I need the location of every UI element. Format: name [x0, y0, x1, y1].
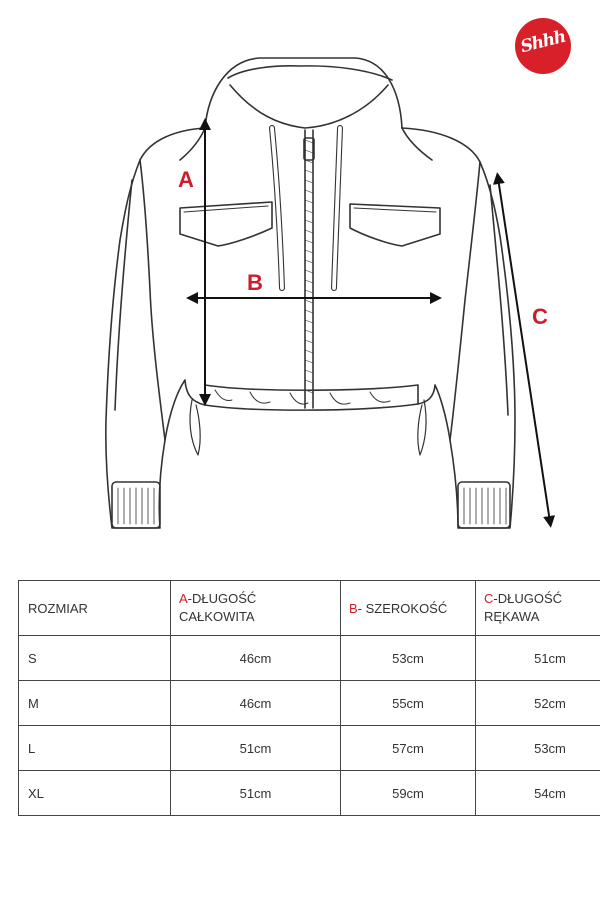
header-size [19, 581, 171, 636]
length-cell: 51cm [171, 771, 341, 816]
sleeve-cell: 51cm [476, 636, 600, 681]
size-cell: S [19, 636, 171, 681]
table-row [19, 771, 600, 816]
right-cuff [458, 482, 510, 528]
header-a-line2: CAŁKOWITA [179, 609, 255, 624]
body-right [402, 128, 515, 528]
width-cell: 53cm [341, 636, 476, 681]
header-a [171, 581, 341, 636]
hem-band [205, 385, 418, 410]
width-cell: 57cm [341, 726, 476, 771]
header-c [476, 581, 600, 636]
header-b-text: - SZEROKOŚĆ [357, 600, 448, 616]
header-size-text: ROZMIAR [28, 600, 88, 616]
dimension-c-arrow [498, 178, 550, 522]
left-sleeve-seam [140, 160, 165, 440]
header-a-letter: A [179, 591, 188, 606]
hood-lining [230, 85, 388, 128]
header-c-letter: C [484, 591, 494, 606]
hood-inner [228, 66, 392, 80]
table-header-row [19, 581, 600, 636]
dimension-c-label: C [532, 304, 548, 329]
size-chart-table [18, 580, 600, 816]
length-cell: 46cm [171, 681, 341, 726]
dimension-b-label: B [247, 270, 263, 295]
right-sleeve-seam [450, 162, 480, 440]
dimension-a-label: A [178, 167, 194, 192]
length-cell: 51cm [171, 726, 341, 771]
size-cell: M [19, 681, 171, 726]
length-cell: 46cm [171, 636, 341, 681]
table-row [19, 681, 600, 726]
sleeve-cell: 53cm [476, 726, 600, 771]
header-c-text: -DŁUGOŚĆ [493, 591, 563, 606]
size-cell: XL [19, 771, 171, 816]
width-cell: 59cm [341, 771, 476, 816]
header-a-text: -DŁUGOŚĆ [187, 591, 257, 606]
header-c-line2: RĘKAWA [484, 609, 540, 624]
brand-logo-text: Shhh [518, 26, 568, 58]
header-b-letter: B [349, 600, 358, 616]
header-b [341, 581, 476, 636]
table-row [19, 726, 600, 771]
sleeve-cell: 54cm [476, 771, 600, 816]
hood-outline [205, 58, 402, 128]
size-cell: L [19, 726, 171, 771]
sleeve-cell: 52cm [476, 681, 600, 726]
table-row [19, 636, 600, 681]
width-cell: 55cm [341, 681, 476, 726]
